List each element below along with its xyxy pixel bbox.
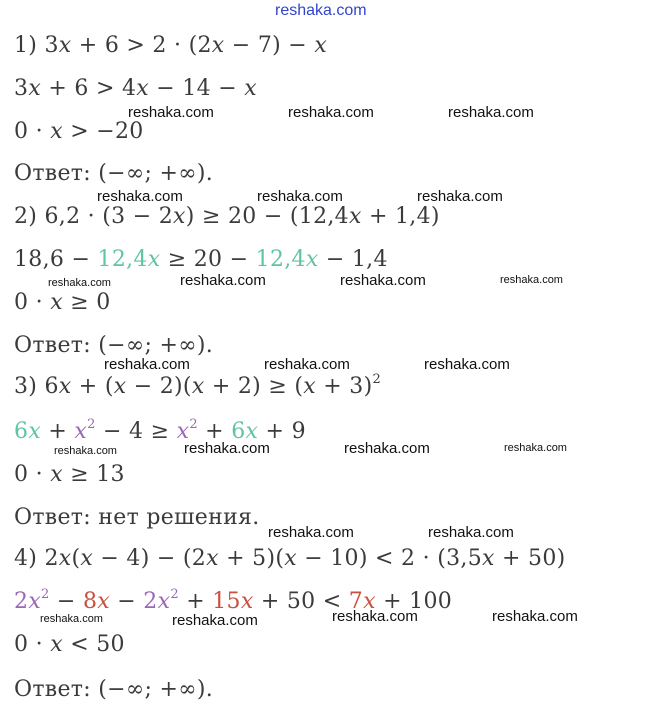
variable-x: x: [305, 247, 319, 272]
variable-x: x: [314, 33, 328, 58]
text-segment: + 50 <: [253, 589, 349, 614]
text-segment: + 100: [375, 589, 453, 614]
text-segment: 4) 2: [14, 546, 59, 571]
watermark: reshaka.com: [128, 104, 214, 121]
answer-text: Ответ: нет решения.: [14, 505, 260, 530]
problem-3-answer: [14, 505, 260, 531]
variable-x: x: [240, 589, 254, 614]
variable-x: x: [284, 546, 297, 571]
variable-x: x: [28, 76, 42, 101]
highlight-term: 8: [82, 589, 98, 614]
text-segment: ≥ 13: [62, 462, 125, 487]
variable-x: x: [74, 419, 88, 444]
variable-x: x: [50, 290, 63, 315]
watermark: reshaka.com: [180, 272, 266, 289]
watermark: reshaka.com: [288, 104, 374, 121]
variable-x: x: [28, 589, 42, 614]
variable-x: x: [176, 419, 190, 444]
watermark: reshaka.com: [172, 612, 258, 629]
variable-x: x: [113, 374, 127, 399]
watermark: reshaka.com: [504, 442, 567, 454]
text-segment: (: [71, 546, 81, 571]
problem-1-answer: [14, 161, 213, 187]
watermark: reshaka.com: [344, 440, 430, 457]
text-segment: −: [109, 589, 144, 614]
text-segment: ≥ 0: [62, 290, 111, 315]
watermark: reshaka.com: [268, 524, 354, 541]
problem-1-step-2: [14, 119, 144, 145]
text-segment: 0 ·: [14, 290, 51, 315]
variable-x: x: [50, 632, 63, 657]
variable-x: x: [303, 374, 316, 399]
watermark: reshaka.com: [40, 613, 103, 625]
watermark: reshaka.com: [340, 272, 426, 289]
variable-x: x: [191, 374, 205, 399]
watermark: reshaka.com: [257, 188, 343, 205]
variable-x: x: [348, 204, 362, 229]
highlight-term: 15: [212, 589, 241, 614]
exponent: 2: [372, 372, 382, 387]
variable-x: x: [136, 76, 149, 101]
variable-x: x: [80, 546, 94, 571]
watermark: reshaka.com: [332, 608, 418, 625]
text-segment: +: [197, 419, 232, 444]
text-segment: − 4) − (2: [93, 546, 207, 571]
variable-x: x: [173, 204, 186, 229]
text-segment: −: [49, 589, 83, 614]
text-segment: − 14 −: [148, 76, 245, 101]
text-segment: + 5)(: [218, 546, 285, 571]
watermark: reshaka.com: [264, 356, 350, 373]
text-segment: + 2) ≥ (: [204, 374, 304, 399]
problem-4-answer: [14, 677, 213, 703]
variable-x: x: [58, 546, 72, 571]
answer-text: Ответ: (−∞; +∞).: [14, 161, 214, 186]
text-segment: 0 ·: [14, 119, 51, 144]
text-segment: ≥ 20 −: [160, 247, 256, 272]
variable-x: x: [157, 589, 171, 614]
variable-x: x: [244, 76, 257, 101]
watermark: reshaka.com: [417, 188, 503, 205]
text-segment: > −20: [62, 119, 144, 144]
watermark: reshaka.com: [428, 524, 514, 541]
watermark: reshaka.com: [48, 277, 111, 289]
text-segment: − 7) −: [224, 33, 315, 58]
exponent: 2: [189, 417, 198, 432]
problem-1-step-1: [14, 76, 257, 102]
text-segment: + 50): [494, 546, 566, 571]
watermark: reshaka.com: [448, 104, 534, 121]
watermark: reshaka.com: [54, 445, 117, 457]
text-segment: + 1,4): [361, 204, 440, 229]
variable-x: x: [97, 589, 110, 614]
text-segment: + 9: [258, 419, 306, 444]
exponent: 2: [87, 417, 96, 432]
variable-x: x: [245, 419, 259, 444]
variable-x: x: [147, 247, 161, 272]
exponent: 2: [170, 587, 179, 602]
text-segment: 18,6 −: [14, 247, 98, 272]
variable-x: x: [50, 119, 63, 144]
highlight-term: 2: [14, 589, 29, 614]
variable-x: x: [58, 33, 72, 58]
variable-x: x: [482, 546, 495, 571]
watermark: reshaka.com: [492, 608, 578, 625]
highlight-term: 12,4: [97, 247, 148, 272]
text-segment: +: [178, 589, 213, 614]
variable-x: x: [206, 546, 219, 571]
text-segment: 3) 6: [14, 374, 59, 399]
variable-x: x: [50, 462, 63, 487]
problem-4-statement: [14, 546, 566, 572]
watermark: reshaka.com: [104, 356, 190, 373]
text-segment: + (: [71, 374, 114, 399]
text-segment: < 50: [62, 632, 125, 657]
watermark: reshaka.com: [424, 356, 510, 373]
highlight-term: 12,4: [255, 247, 306, 272]
problem-1-statement: [14, 33, 327, 59]
variable-x: x: [211, 33, 225, 58]
problem-4-step-2: [14, 632, 125, 658]
answer-text: Ответ: (−∞; +∞).: [14, 333, 214, 358]
problem-3-statement: [14, 374, 381, 400]
variable-x: x: [58, 374, 72, 399]
highlight-term: 6: [14, 419, 29, 444]
watermark: reshaka.com: [184, 440, 270, 457]
text-segment: − 1,4: [318, 247, 388, 272]
problem-2-step-1: [14, 247, 388, 273]
text-segment: ) ≥ 20 − (12,4: [185, 204, 349, 229]
text-segment: +: [41, 419, 75, 444]
text-segment: − 2)(: [126, 374, 192, 399]
answer-text: Ответ: (−∞; +∞).: [14, 677, 214, 702]
variable-x: x: [363, 589, 376, 614]
variable-x: x: [28, 419, 42, 444]
text-segment: + 6 > 4: [41, 76, 137, 101]
highlight-term: 6: [231, 419, 246, 444]
text-segment: 0 ·: [14, 632, 51, 657]
watermark: reshaka.com: [500, 274, 563, 286]
highlight-term: 2: [143, 589, 158, 614]
problem-3-step-2: [14, 462, 125, 488]
text-segment: + 3): [315, 374, 373, 399]
watermark: reshaka.com: [97, 188, 183, 205]
exponent: 2: [41, 587, 50, 602]
text-segment: − 10) < 2 · (3,5: [296, 546, 483, 571]
watermark-top: reshaka.com: [275, 2, 367, 19]
problem-2-step-2: [14, 290, 111, 316]
text-segment: 1) 3: [14, 33, 59, 58]
text-segment: + 6 > 2 · (2: [71, 33, 212, 58]
text-segment: 0 ·: [14, 462, 51, 487]
text-segment: − 4 ≥: [95, 419, 177, 444]
text-segment: 2) 6,2 · (3 − 2: [14, 204, 174, 229]
highlight-term: 7: [348, 589, 364, 614]
problem-2-statement: [14, 204, 440, 230]
text-segment: 3: [14, 76, 29, 101]
